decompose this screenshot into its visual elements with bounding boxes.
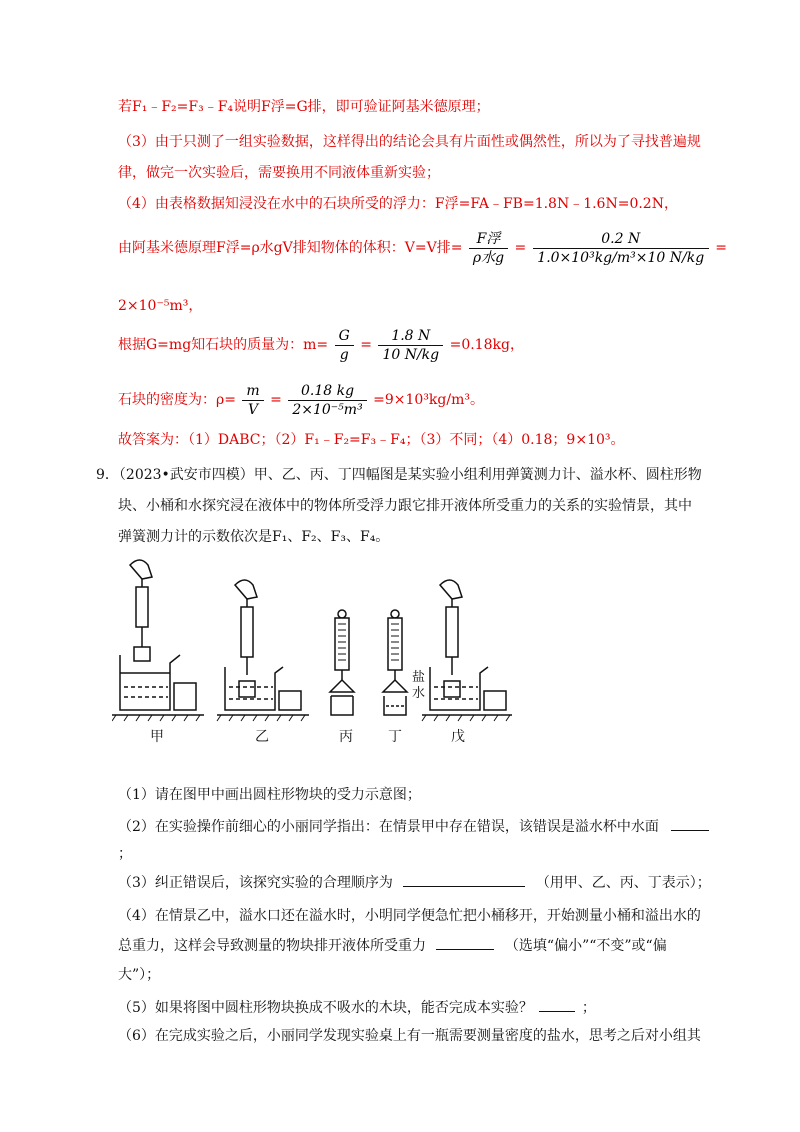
figure-label-bing: 丙 — [339, 729, 353, 745]
solution-line-3: 律，做完一次实验后，需要换用不同液体重新实验； — [118, 165, 440, 181]
density-fraction-1-num: m — [242, 382, 263, 401]
solution-line-7: 根据G=mg知石块的质量为：m= $\frac{G}{g}$ = $\frac{1.8 N}{10 N/kg}$ =0.18kg， — [118, 327, 524, 363]
sub-question-5-text: （5）如果将图中圆柱形物块换成不吸水的木块，能否完成本实验？ — [118, 1000, 533, 1016]
sub-question-2 — [118, 816, 709, 837]
figure-yi — [217, 580, 309, 721]
mass-formula-prefix: 根据G=mg知石块的质量为：m= — [118, 337, 329, 353]
answer-blank-2[interactable] — [671, 816, 709, 831]
figure-bing — [330, 610, 354, 715]
sub-question-4-options: （选填“偏小”“不变”或“偏 — [504, 938, 667, 954]
figure-label-ding: 丁 — [388, 729, 402, 745]
density-formula-suffix: =9×10³kg/m³。 — [373, 392, 484, 408]
sub-question-3-text: （3）纠正错误后，该探究实验的合理顺序为 — [118, 875, 393, 891]
solution-line-5: 由阿基米德原理F浮=ρ水gV排知物体的体积：V=V排= $\frac{\text{F浮}}{\text{ρ水g}}$ = $\frac{0.2 N}{\text{1.0×10³kg/m³×10 N/kg}}$ = — [118, 230, 727, 266]
sub-question-6: （6）在完成实验之后，小丽同学发现实验桌上有一瓶需要测量密度的盐水，思考之后对小组其 — [118, 1028, 701, 1044]
answer-line: 故答案为：（1）DABC；（2）F₁﹣F₂=F₃﹣F₄；（3）不同；（4）0.18；9×10³。 — [118, 432, 625, 448]
density-fraction-1-den: V — [248, 401, 259, 418]
solution-line-2: （3）由于只测了一组实验数据，这样得出的结论会具有片面性或偶然性，所以为了寻找普遍规 — [118, 134, 701, 150]
sub-question-4-line-2 — [118, 935, 667, 956]
figure-ding — [383, 610, 407, 715]
solution-line-8: 石块的密度为：ρ= $\frac{m}{V}$ = $\frac{0.18 kg}{\text{2×10⁻⁵m³}}$ =9×10³kg/m³。 — [118, 382, 484, 418]
mass-fraction-1-num: G — [335, 327, 354, 346]
figure-jia — [112, 560, 204, 721]
question-9-stem-3: 弹簧测力计的示数依次是F₁、F₂、F₃、F₄。 — [118, 529, 390, 545]
figure-wu — [422, 580, 512, 721]
volume-fraction-2 — [533, 230, 709, 267]
mass-fraction-1 — [335, 327, 354, 364]
volume-fraction-2-den: 1.0×10³kg/m³×10 N/kg — [537, 249, 705, 266]
mass-fraction-2-num: 1.8 N — [378, 327, 443, 346]
density-fraction-2-num: 0.18 kg — [288, 382, 366, 401]
sub-question-3-tail: （用甲、乙、丙、丁表示）； — [535, 875, 711, 891]
density-fraction-2 — [288, 382, 366, 419]
density-formula-prefix: 石块的密度为：ρ= — [118, 392, 236, 408]
sub-question-1: （1）请在图甲中画出圆柱形物块的受力示意图； — [118, 787, 421, 803]
volume-formula-suffix: = — [715, 240, 727, 256]
experiment-figure — [112, 555, 512, 760]
density-fraction-2-den: 2×10⁻⁵m³ — [292, 401, 363, 418]
answer-blank-3[interactable] — [403, 872, 525, 887]
solution-line-4: （4）由表格数据知浸没在水中的石块所受的浮力：F浮=FA﹣FB=1.8N﹣1.6N=0.2N， — [118, 196, 678, 212]
volume-formula-prefix: 由阿基米德原理F浮=ρ水gV排知物体的体积：V=V排= — [118, 240, 463, 256]
sub-question-2-text: （2）在实验操作前细心的小丽同学指出：在情景甲中存在错误，该错误是溢水杯中水面 — [118, 819, 659, 835]
sub-question-5-tail: ； — [581, 1000, 596, 1016]
mass-fraction-1-den: g — [339, 346, 349, 363]
figure-label-jia: 甲 — [150, 729, 164, 745]
figure-label-wu: 戊 — [451, 729, 465, 745]
question-9-stem-2: 块、小桶和水探究浸在液体中的物体所受浮力跟它排开液体所受重力的关系的实验情景，其中 — [118, 498, 692, 514]
volume-fraction-2-num: 0.2 N — [533, 230, 709, 249]
sub-question-4-text: 总重力，这样会导致测量的物块排开液体所受重力 — [118, 938, 426, 954]
mass-fraction-2 — [378, 327, 443, 364]
figure-label-yi: 乙 — [255, 729, 269, 745]
density-fraction-1 — [242, 382, 263, 419]
volume-fraction-1-den: ρ水g — [472, 249, 505, 266]
sub-question-2-end: ； — [118, 846, 132, 862]
saltwater-label: 盐水 — [412, 670, 426, 701]
answer-blank-4[interactable] — [436, 935, 494, 950]
sub-question-4-line-3: 大”）； — [118, 967, 161, 983]
solution-line-1: 若F₁﹣F₂=F₃﹣F₄说明F浮=G排，即可验证阿基米德原理； — [118, 99, 490, 115]
mass-formula-suffix: =0.18kg， — [449, 337, 524, 353]
answer-blank-5[interactable] — [539, 997, 575, 1012]
sub-question-4-line-1: （4）在情景乙中，溢水口还在溢水时，小明同学便急忙把小桶移开，开始测量小桶和溢出水的 — [118, 908, 701, 924]
volume-fraction-1-num: F浮 — [469, 230, 508, 249]
sub-question-5 — [118, 997, 596, 1018]
mass-fraction-2-den: 10 N/kg — [382, 346, 440, 363]
question-9-stem-1: 9．（2023•武安市四模）甲、乙、丙、丁四幅图是某实验小组利用弹簧测力计、溢水杯、圆柱形物 — [96, 467, 702, 483]
solution-line-6: 2×10⁻⁵m³， — [118, 298, 203, 314]
volume-fraction-1 — [469, 230, 508, 267]
sub-question-3 — [118, 872, 711, 893]
